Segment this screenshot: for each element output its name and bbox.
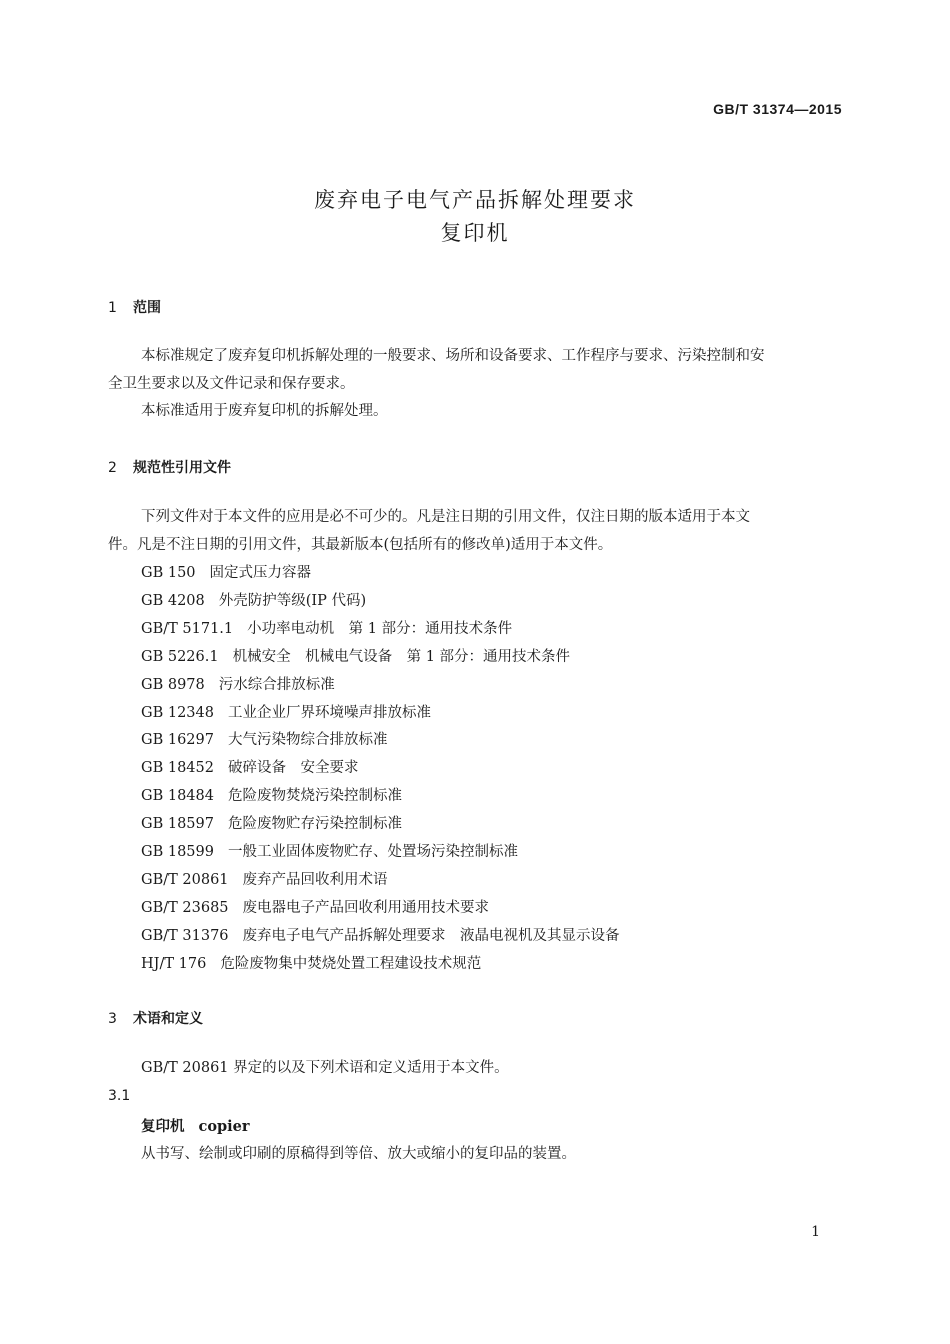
reference-title: 一般工业固体废物贮存、处置场污染控制标准 [227,844,518,860]
paragraph-line: 本标准规定了废弃复印机拆解处理的一般要求、场所和设备要求、工作程序与要求、污染控制和安 [141,348,765,364]
reference-title: 小功率电动机 第 1 部分：通用技术条件 [247,620,513,637]
section-2-heading [108,457,231,477]
reference-code: GB/T 23685 [141,899,229,916]
reference-code: GB 5226.1 [141,648,219,665]
reference-code: GB 12348 [141,704,214,721]
reference-item [141,563,311,583]
page-number: 1 [811,1224,820,1240]
reference-item [141,786,402,806]
section-3-intro: GB/T 20861 界定的以及下列术语和定义适用于本文件。 [141,1060,509,1076]
reference-item [141,758,358,778]
reference-item [141,591,366,611]
term-number: 3.1 [108,1088,131,1104]
section-number: 3 [108,1011,117,1027]
reference-title: 危险废物焚烧污染控制标准 [227,788,402,805]
reference-item [141,870,388,890]
reference-item [141,675,335,695]
reference-code: GB/T 5171.1 [141,620,234,637]
reference-code: GB/T 20861 [141,871,229,888]
reference-item [141,898,489,918]
reference-code: GB 18452 [141,760,214,777]
term-english: copier [198,1118,250,1135]
paragraph-line: 下列文件对于本文件的应用是必不可少的。凡是注日期的引用文件，仅注日期的版本适用于本文 [141,509,750,525]
reference-item [141,954,481,974]
section-1-paragraph-2: 本标准适用于废弃复印机的拆解处理。 [141,403,388,419]
reference-code: GB 4208 [141,592,205,609]
reference-title: 废弃产品回收利用术语 [242,871,388,888]
reference-code: GB/T 31376 [141,927,229,944]
reference-title: 工业企业厂界环境噪声排放标准 [227,704,431,721]
paragraph-line: 件。凡是不注日期的引用文件，其最新版本(包括所有的修改单)适用于本文件。 [108,537,613,553]
reference-title: 污水综合排放标准 [218,676,335,693]
reference-code: GB 18597 [141,816,214,833]
reference-code: HJ/T 176 [141,955,207,972]
term-definition: 从书写、绘制或印刷的原稿得到等倍、放大或缩小的复印品的装置。 [141,1146,576,1162]
reference-title: 危险废物贮存污染控制标准 [227,816,402,833]
section-title: 术语和定义 [133,1011,203,1027]
standard-code: GB/T 31374—2015 [713,101,842,117]
reference-item [141,703,431,723]
section-number: 2 [108,460,117,476]
reference-item [141,842,518,862]
reference-title: 废弃电子电气产品拆解处理要求 液晶电视机及其显示设备 [242,927,620,944]
reference-code: GB 18484 [141,788,214,805]
reference-code: GB 150 [141,565,196,581]
document-title: 废弃电子电气产品拆解处理要求 [314,188,636,212]
section-3-heading [108,1008,203,1028]
reference-code: GB 16297 [141,732,214,749]
section-2-intro [108,503,843,559]
reference-title: 废电器电子产品回收利用通用技术要求 [242,899,490,916]
reference-item [141,730,387,750]
section-1-paragraph-1 [108,342,843,398]
document-subtitle: 复印机 [440,221,510,245]
reference-code: GB 8978 [141,676,205,693]
section-title: 规范性引用文件 [133,460,231,476]
term-chinese: 复印机 [141,1118,185,1135]
reference-item [141,814,402,834]
section-1-heading [108,297,161,317]
reference-item [141,926,620,946]
reference-item [141,647,570,667]
section-number: 1 [108,300,117,316]
reference-title: 固定式压力容器 [209,565,312,581]
reference-title: 危险废物集中焚烧处置工程建设技术规范 [220,955,482,972]
paragraph-line: 全卫生要求以及文件记录和保存要求。 [108,376,355,392]
reference-item [141,619,512,639]
section-title: 范围 [133,300,161,316]
reference-title: 外壳防护等级(IP 代码) [218,592,367,609]
reference-title: 机械安全 机械电气设备 第 1 部分：通用技术条件 [232,648,571,665]
reference-title: 破碎设备 安全要求 [227,760,359,777]
reference-title: 大气污染物综合排放标准 [227,732,388,749]
term-entry [141,1115,250,1136]
reference-code: GB 18599 [141,844,214,860]
